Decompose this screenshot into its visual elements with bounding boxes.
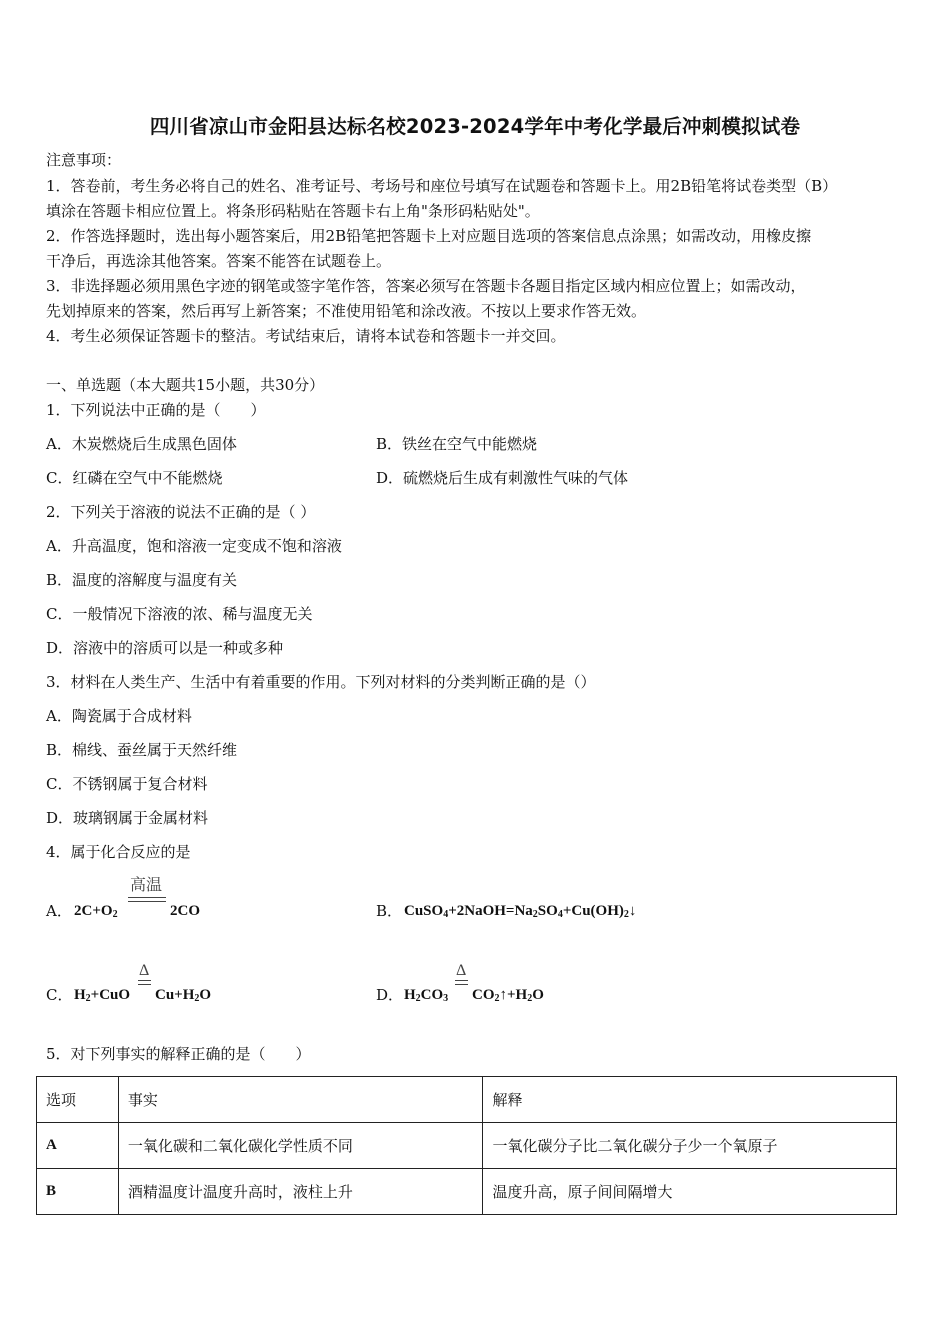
option-b: B．棉线、蚕丝属于天然纤维 — [46, 741, 238, 759]
page-title: 四川省凉山市金阳县达标名校2023-2024学年中考化学最后冲刺模拟试卷 — [149, 115, 801, 138]
condition-heat: Δ — [456, 962, 467, 979]
table-header-cell: 解释 — [483, 1077, 897, 1123]
question-stem: 2．下列关于溶液的说法不正确的是（ ） — [46, 503, 316, 521]
table-header-cell: 事实 — [118, 1077, 483, 1123]
table-header-cell: 选项 — [37, 1077, 119, 1123]
condition-high-temperature: 高温 — [130, 877, 163, 894]
notice-line: 3．非选择题必须用黑色字迹的钢笔或签字笔作答，答案必须写在答题卡各题目指定区域内相应位置上；如需改动， — [46, 277, 806, 295]
table-cell-explanation: 一氧化碳分子比二氧化碳分子少一个氧原子 — [483, 1123, 897, 1169]
equation-b: $CuSO_4+2NaOH=Na_2SO_4+Cu(OH)_2↓$ — [404, 903, 637, 920]
section-heading: 一、单选题（本大题共15小题，共30分） — [46, 376, 325, 394]
table-row — [37, 1123, 897, 1169]
table-cell-explanation: 温度升高，原子间间隔增大 — [483, 1169, 897, 1215]
option-d-label: D． — [376, 986, 404, 1004]
equation-d-reactants: $H_2CO_3$ — [404, 987, 449, 1004]
option-b-label: B． — [376, 902, 403, 920]
option-a: A．陶瓷属于合成材料 — [46, 707, 192, 725]
equation-c-products: $Cu+H_2O$ — [155, 987, 212, 1004]
equation-d-products: $CO_2↑+H_2O$ — [472, 987, 544, 1004]
reaction-equals-sign — [138, 980, 151, 985]
notice-heading: 注意事项： — [46, 151, 122, 169]
option-d: D．玻璃钢属于金属材料 — [46, 809, 209, 827]
option-c: C．一般情况下溶液的浓、稀与温度无关 — [46, 605, 313, 623]
option-a-label: A． — [46, 902, 72, 920]
option-c-label: C． — [46, 986, 73, 1004]
table-cell-option: A — [37, 1123, 119, 1169]
question-stem: 1．下列说法中正确的是（ ） — [46, 401, 266, 419]
option-d: D．溶液中的溶质可以是一种或多种 — [46, 639, 284, 657]
table-cell-option: B — [37, 1169, 119, 1215]
condition-heat: Δ — [139, 962, 150, 979]
option-d: D．硫燃烧后生成有刺激性气味的气体 — [376, 469, 629, 487]
notice-line: 填涂在答题卡相应位置上。将条形码粘贴在答题卡右上角"条形码粘贴处"。 — [46, 202, 540, 220]
notice-line: 2．作答选择题时，选出每小题答案后，用2B铅笔把答题卡上对应题目选项的答案信息点涂黑；如需改动，用橡皮擦 — [46, 227, 812, 245]
facts-table — [36, 1076, 897, 1215]
option-b: B．温度的溶解度与温度有关 — [46, 571, 238, 589]
option-a: A．木炭燃烧后生成黑色固体 — [46, 435, 237, 453]
notice-line: 1．答卷前，考生务必将自己的姓名、准考证号、考场号和座位号填写在试题卷和答题卡上。用2B铅笔将试卷类型（B） — [46, 177, 838, 195]
table-cell-fact: 一氧化碳和二氧化碳化学性质不同 — [118, 1123, 483, 1169]
option-a: A．升高温度，饱和溶液一定变成不饱和溶液 — [46, 537, 342, 555]
reaction-equals-sign — [128, 897, 166, 902]
question-stem: 5．对下列事实的解释正确的是（ ） — [46, 1045, 311, 1063]
table-row — [37, 1169, 897, 1215]
question-stem: 3．材料在人类生产、生活中有着重要的作用。下列对材料的分类判断正确的是（） — [46, 673, 596, 691]
option-b: B．铁丝在空气中能燃烧 — [376, 435, 538, 453]
notice-line: 先划掉原来的答案，然后再写上新答案；不准使用铅笔和涂改液。不按以上要求作答无效。 — [46, 302, 647, 320]
question-stem: 4．属于化合反应的是 — [46, 843, 191, 861]
option-c: C．红磷在空气中不能燃烧 — [46, 469, 223, 487]
equation-a-reactants: $2C+O_2$ — [74, 903, 118, 920]
option-c: C．不锈钢属于复合材料 — [46, 775, 208, 793]
notice-line: 干净后，再选涂其他答案。答案不能答在试题卷上。 — [46, 252, 392, 270]
equation-a-products: 2CO — [170, 903, 200, 919]
reaction-equals-sign — [455, 980, 468, 985]
table-cell-fact: 酒精温度计温度升高时，液柱上升 — [118, 1169, 483, 1215]
equation-c-reactants: $H_2+CuO$ — [74, 987, 131, 1004]
notice-line: 4．考生必须保证答题卡的整洁。考试结束后，请将本试卷和答题卡一并交回。 — [46, 327, 566, 345]
table-header-row — [37, 1077, 897, 1123]
